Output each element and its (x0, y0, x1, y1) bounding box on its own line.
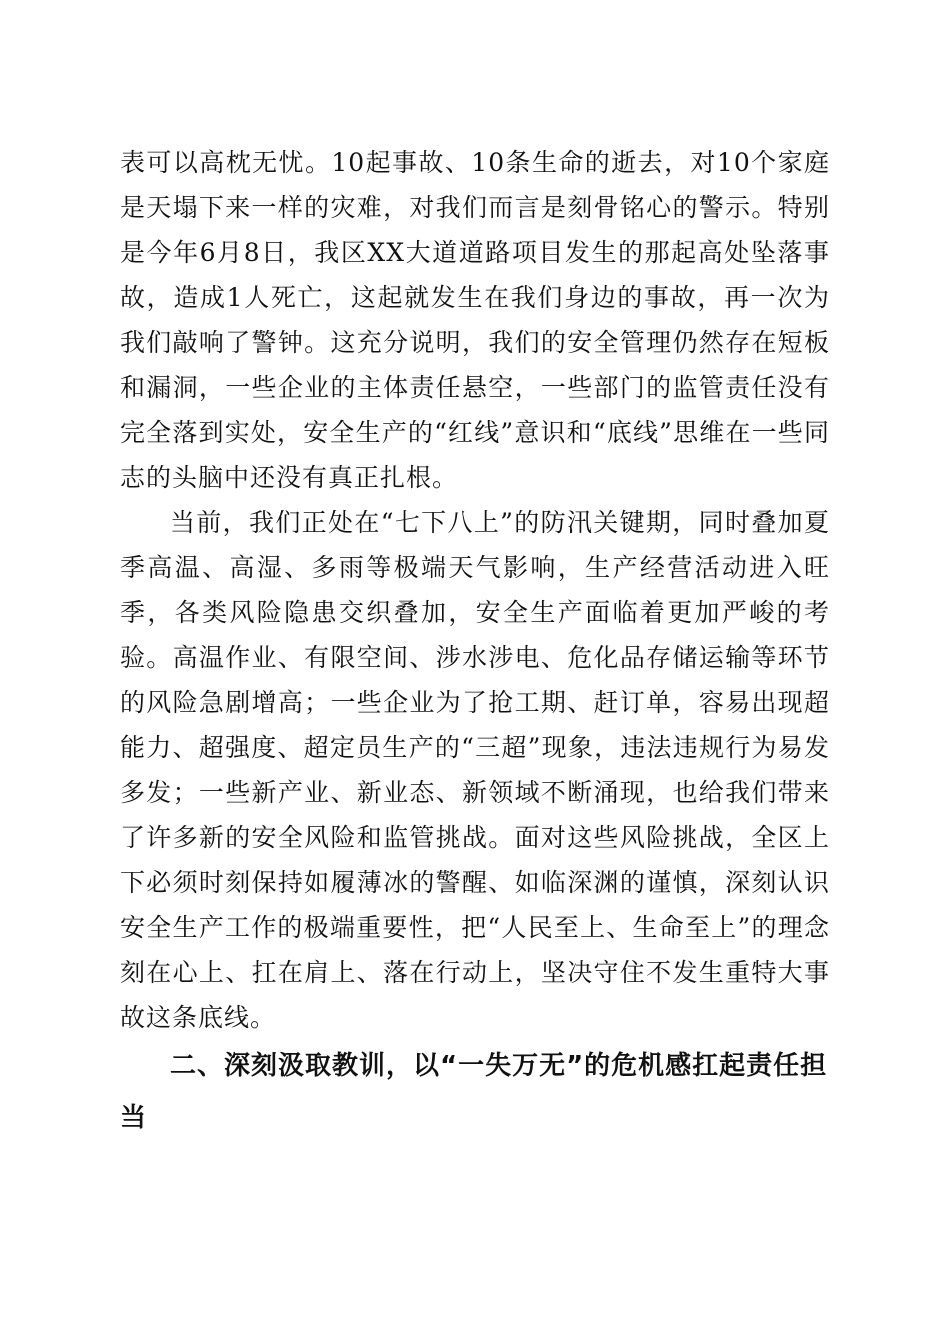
document-body (120, 140, 830, 1144)
body-paragraph-1: 表可以高枕无忧。10起事故、10条生命的逝去，对10个家庭是天塌下来一样的灾难，对我们而言是刻骨铭心的警示。特别是今年6月8日，我区XX大道道路项目发生的那起高处坠落事故，造成1人死亡，这起就发生在我们身边的事故，再一次为我们敲响了警钟。这充分说明，我们的安全管理仍然存在短板和漏洞，一些企业的主体责任悬空，一些部门的监管责任没有完全落到实处，安全生产的“红线”意识和“底线”思维在一些同志的头脑中还没有真正扎根。 (120, 148, 830, 492)
body-paragraph-2: 当前，我们正处在“七下八上”的防汛关键期，同时叠加夏季高温、高湿、多雨等极端天气影响，生产经营活动进入旺季，各类风险隐患交织叠加，安全生产面临着更加严峻的考验。高温作业、有限空间、涉水涉电、危化品存储运输等环节的风险急剧增高；一些企业为了抢工期、赶订单，容易出现超能力、超强度、超定员生产的“三超”现象，违法违规行为易发多发；一些新产业、新业态、新领域不断涌现，也给我们带来了许多新的安全风险和监管挑战。面对这些风险挑战，全区上下必须时刻保持如履薄冰的警醒、如临深渊的谨慎，深刻认识安全生产工作的极端重要性，把“人民至上、生命至上”的理念刻在心上、扛在肩上、落在行动上，坚决守住不发生重特大事故这条底线。 (120, 508, 830, 1032)
section-heading-2: 二、深刻汲取教训，以“一失万无”的危机感扛起责任担当 (120, 1051, 828, 1133)
